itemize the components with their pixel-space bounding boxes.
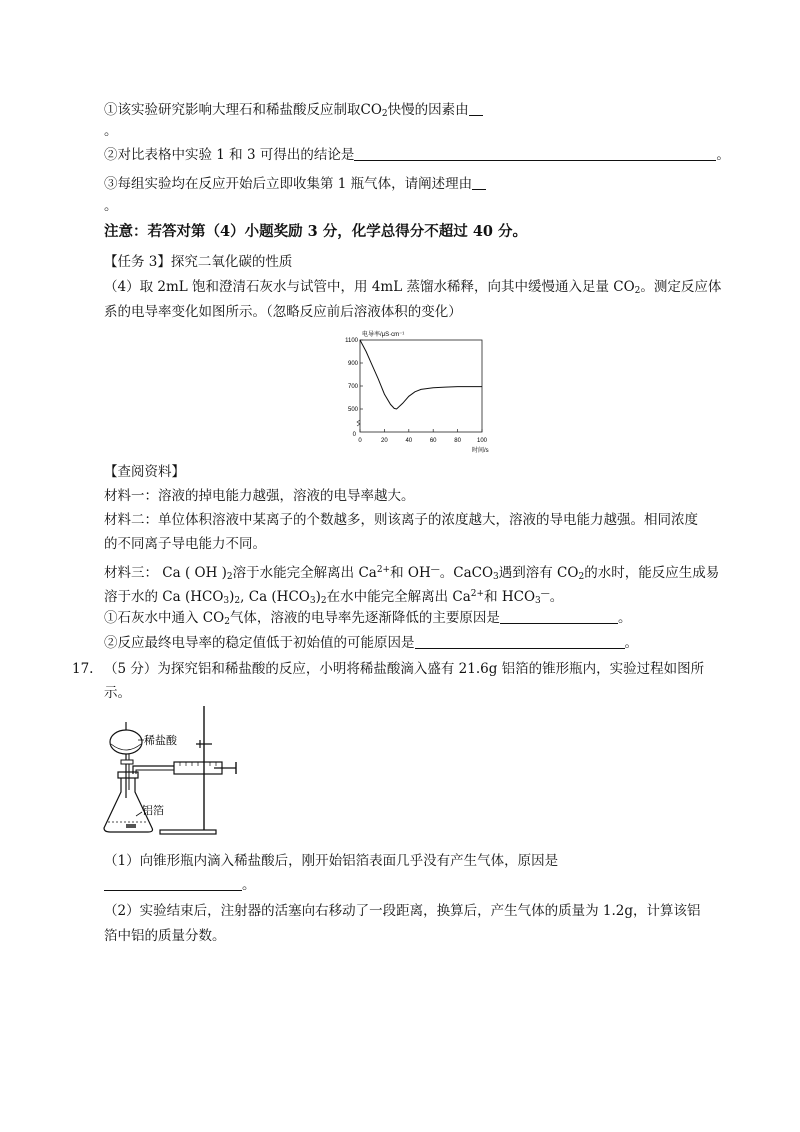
axis-break-mark xyxy=(357,420,360,426)
conductivity-chart xyxy=(336,326,496,454)
q17-sub1: （1）向锥形瓶内滴入稀盐酸后，刚开始铝箔表面几乎没有产生气体，原因是 xyxy=(104,853,559,869)
q17-sub2-line1: （2）实验结束后，注射器的活塞向右移动了一段距离，换算后，产生气体的质量为 1.2g，计算该铝 xyxy=(104,903,701,919)
material-2-line2: 的不同离子导电能力不同。 xyxy=(104,536,266,552)
q16-part3-line: ③每组实验均在反应开始后立即收集第 1 瓶气体，请阐述理由 xyxy=(104,174,486,194)
answer-blank[interactable] xyxy=(472,175,486,190)
q17-line1: （5 分）为探究铝和稀盐酸的反应，小明将稀盐酸滴入盛有 21.6g 铝箔的锥形瓶内，实验过程如图所 xyxy=(104,661,705,677)
x-axis-label: 时间/s xyxy=(472,448,489,454)
apparatus-diagram xyxy=(96,700,246,845)
bonus-note: 注意：若答对第（4）小题奖励 3 分，化学总得分不超过 40 分。 xyxy=(104,223,528,240)
material-3-line1: 材料三： Ca ( OH )$_2$溶于水能完全解离出 $Ca^{2+}$和 OH—。CaCO$_3$遇到溶有 $CO_2$的水时，能反应生成易 xyxy=(104,565,720,582)
q4-line2: 系的电导率变化如图所示。（忽略反应前后溶液体积的变化） xyxy=(104,304,462,320)
q16-part2-line: ②对比表格中实验 1 和 3 可得出的结论是 。 xyxy=(104,147,730,163)
q16-part3-end: 。 xyxy=(104,198,118,214)
y-tick-label: 1100 xyxy=(345,338,358,344)
material-1: 材料一：溶液的掉电能力越强，溶液的电导率越大。 xyxy=(104,488,415,504)
stopper xyxy=(118,772,138,778)
y-axis-label: 电导率/μS·cm⁻¹ xyxy=(362,332,405,338)
conductivity-curve xyxy=(360,340,482,409)
material-2-line1: 材料二：单位体积溶液中某离子的个数越多，则该离子的浓度越大，溶液的导电能力越强。相同浓度 xyxy=(104,512,698,528)
answer-blank[interactable] xyxy=(104,876,242,891)
x-tick-label: 60 xyxy=(429,438,437,444)
answer-blank[interactable] xyxy=(354,146,716,161)
y-tick-label: 500 xyxy=(347,407,358,413)
y-tick-label: 900 xyxy=(347,361,358,367)
task3-heading: 【任务 3】探究二氧化碳的性质 xyxy=(104,254,293,270)
x-tick-label: 40 xyxy=(405,438,413,444)
q17-line2: 示。 xyxy=(104,685,131,701)
answer-blank[interactable] xyxy=(469,101,483,116)
reference-heading: 【查阅资料】 xyxy=(104,464,185,480)
answer-blank[interactable] xyxy=(500,609,618,624)
label-dilute-hcl: 稀盐酸 xyxy=(144,735,177,747)
q17-sub1-answer: 。 xyxy=(104,875,256,895)
x-tick-label: 20 xyxy=(381,438,388,444)
aluminum-foil xyxy=(126,824,136,828)
material-3-line2: 溶于水的 Ca $(HCO_3)_2$, Ca $(HCO_3)_2$在水中能完全解离出 $Ca^{2+}$和 $HCO_3^—$。 xyxy=(104,589,564,606)
delivery-tube-inner xyxy=(136,770,174,774)
answer-2-line: ②反应最终电导率的稳定值低于初始值的可能原因是 。 xyxy=(104,635,638,651)
x-tick-label: 0 xyxy=(358,438,362,444)
label-aluminum-foil: 铝箔 xyxy=(142,805,164,817)
plot-frame xyxy=(360,340,482,432)
stand-base xyxy=(160,830,216,834)
stopcock xyxy=(121,760,133,764)
axis-origin-label: 0 xyxy=(352,432,356,438)
funnel-liquid xyxy=(111,744,141,750)
q16-part1-line: ①该实验研究影响大理石和稀盐酸反应制取$CO_2$快慢的因素由 xyxy=(104,100,483,124)
x-tick-label: 100 xyxy=(476,438,488,444)
q16-part1-end: 。 xyxy=(104,123,118,139)
q17-sub2-line2: 箔中铝的质量分数。 xyxy=(104,928,226,944)
q17-number: 17. xyxy=(72,661,94,677)
q4-line1: （4）取 2mL 饱和澄清石灰水与试管中，用 4mL 蒸馏水稀释，向其中缓慢通入足量 $CO_2$。测定反应体 xyxy=(104,279,722,296)
x-tick-label: 80 xyxy=(454,438,461,444)
answer-blank[interactable] xyxy=(415,634,625,649)
answer-1-line: ①石灰水中通入 $CO_2$气体，溶液的电导率先逐渐降低的主要原因是 。 xyxy=(104,610,632,627)
y-tick-label: 700 xyxy=(347,384,358,390)
